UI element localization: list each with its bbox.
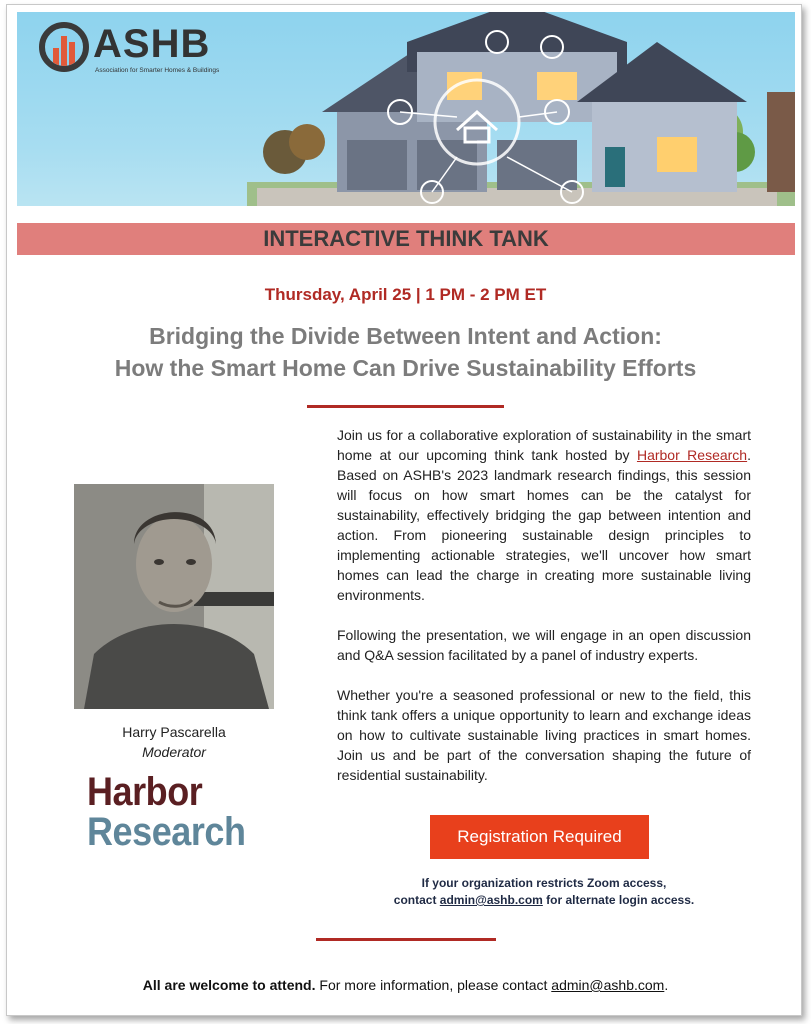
divider-bottom [316,938,496,941]
moderator-name: Harry Pascarella [122,724,226,740]
logo-text: ASHB [93,22,211,66]
event-date: Thursday, April 25 | 1 PM - 2 PM ET [264,285,547,304]
admin-email-link[interactable]: admin@ashb.com [439,893,543,907]
ashb-logo-icon [39,22,89,72]
header-banner [17,12,795,206]
harbor-logo-line1: Harbor [87,770,203,814]
event-description [337,425,751,805]
event-type-title: INTERACTIVE THINK TANK [263,226,549,251]
event-type-banner [17,223,795,255]
footer-note: All are welcome to attend. For more information, please contact admin@ashb.com. [142,977,669,993]
harbor-research-link[interactable]: Harbor Research [636,447,748,463]
headline-line-2: How the Smart Home Can Drive Sustainability Efforts [114,355,697,381]
description-paragraph-1: Join us for a collaborative exploration of sustainability in the smart home at our upcoming think tank hosted by Harbor Research. Based on ASHB's 2023 landmark research findings, this session will focus on how smart homes can be the catalyst for sustainability, effectively bridging the gap between intention and action. From pioneering sustainable design principles to implementing actionable strategies, we'll uncover how smart homes can lead the charge in creating more sustainable living environments. [337,427,751,603]
headline-line-1: Bridging the Divide Between Intent and Action: [149,323,662,349]
footer-email-link[interactable]: admin@ashb.com [551,977,665,993]
description-paragraph-2: Following the presentation, we will engage in an open discussion and Q&A session facilitated by a panel of industry experts. [337,627,751,663]
logo-subtitle: Association for Smarter Homes & Buildings [95,67,220,74]
description-paragraph-3: Whether you're a seasoned professional or new to the field, this think tank offers a unique opportunity to learn and exchange ideas on how to cultivate sustainable living practices in smart homes. Join us and be part of the conversation shaping the future of residential sustainability. [337,687,751,783]
ashb-logo [39,20,239,80]
zoom-access-note: If your organization restricts Zoom access, contact admin@ashb.com for alternate login access. [393,876,695,907]
moderator-role: Moderator [142,744,206,760]
moderator-portrait [74,484,274,709]
harbor-logo-line2: Research [87,810,246,854]
event-headline [0,320,811,384]
moderator-photo [74,484,274,709]
divider-top [307,405,504,408]
registration-button[interactable]: Registration Required [430,815,649,859]
